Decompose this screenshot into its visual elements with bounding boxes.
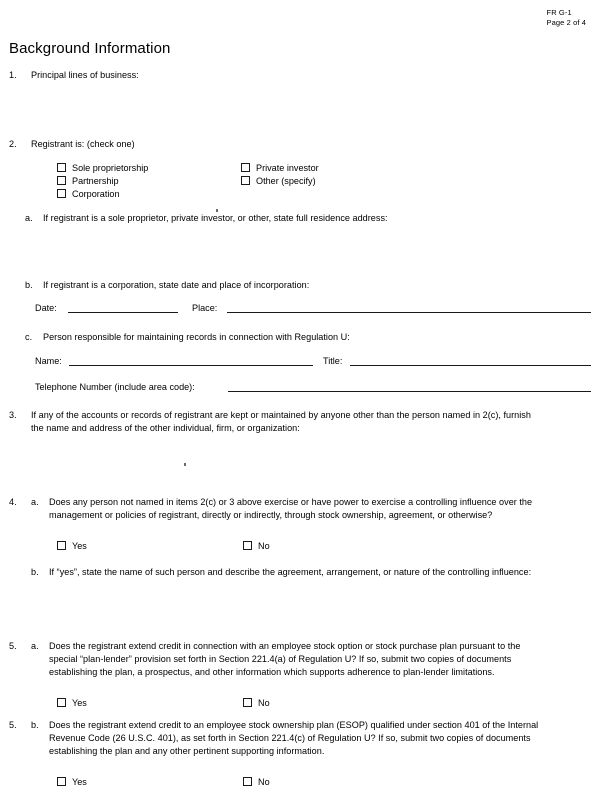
checkbox-label: No xyxy=(258,777,270,787)
item-2a-text: If registrant is a sole proprietor, private investor, or other, state full residence address: xyxy=(43,213,388,223)
checkbox-label: Sole proprietorship xyxy=(72,163,149,173)
date-label: Date: xyxy=(35,303,57,313)
checkbox-icon[interactable] xyxy=(241,176,250,185)
telephone-label: Telephone Number (include area code): xyxy=(35,382,195,392)
item-2b-text: If registrant is a corporation, state date and place of incorporation: xyxy=(43,280,310,290)
form-id: FR G-1 xyxy=(546,8,572,17)
item-2a-letter: a. xyxy=(25,213,33,223)
checkbox-icon[interactable] xyxy=(57,189,66,198)
checkbox-icon[interactable] xyxy=(57,541,66,550)
checkbox-label: Yes xyxy=(72,777,87,787)
item-4a-line-2: management or policies of registrant, directly or indirectly, through stock ownership, agreement, or otherwise? xyxy=(49,510,493,521)
form-item-2b xyxy=(25,279,570,292)
form-item-5b xyxy=(9,719,597,759)
checkbox-item5a-no[interactable] xyxy=(243,697,270,711)
checkbox-item4a-yes[interactable] xyxy=(57,540,87,554)
item-5b-line-1: Does the registrant extend credit to an employee stock ownership plan (ESOP) qualified under section 401 of the Internal xyxy=(49,720,539,730)
item-4b-letter: b. xyxy=(31,567,39,577)
checkbox-icon[interactable] xyxy=(241,163,250,172)
checkbox-icon[interactable] xyxy=(57,163,66,172)
item-5a-line-2: special “plan-lender” provision set forth in Section 221.4(a) of Regulation U? If so, submit two copies of documents xyxy=(49,654,512,665)
page-title: Background Information xyxy=(9,40,171,57)
checkbox-label: Yes xyxy=(72,541,87,551)
item-3-number: 3. xyxy=(9,410,17,420)
form-item-2a xyxy=(25,212,570,225)
form-item-2c xyxy=(25,331,570,344)
title-label: Title: xyxy=(323,356,343,366)
checkbox-icon[interactable] xyxy=(57,698,66,707)
form-item-4a xyxy=(9,496,594,522)
checkbox-item5b-yes[interactable] xyxy=(57,776,87,790)
item-4b-text: If “yes”, state the name of such person and describe the agreement, arrangement, or nature of the controlling influence: xyxy=(49,567,532,577)
checkbox-icon[interactable] xyxy=(243,541,252,550)
item-1-number: 1. xyxy=(9,70,17,80)
item-5a-letter: a. xyxy=(31,641,39,651)
checkbox-sole-proprietorship[interactable] xyxy=(57,162,148,176)
document-header xyxy=(547,8,586,28)
item-5a-line-1: Does the registrant extend credit in connection with an employee stock option or stock purchase plan pursuant to the xyxy=(49,641,521,651)
checkbox-label: Corporation xyxy=(72,189,120,199)
place-label: Place: xyxy=(192,303,218,313)
item-3-line-1: If any of the accounts or records of registrant are kept or maintained by anyone other than the person named in 2(c), furnish xyxy=(31,410,531,420)
item-2c-text: Person responsible for maintaining records in connection with Regulation U: xyxy=(43,332,350,342)
checkbox-label: Yes xyxy=(72,698,87,708)
item-5b-number: 5. xyxy=(9,720,17,730)
item-2-number: 2. xyxy=(9,139,17,149)
item-4-number: 4. xyxy=(9,497,17,507)
checkbox-label: No xyxy=(258,698,270,708)
item-3-line-2: the name and address of the other individual, firm, or organization: xyxy=(31,423,300,434)
form-item-3 xyxy=(9,409,594,435)
checkbox-icon[interactable] xyxy=(243,777,252,786)
form-item-1 xyxy=(9,69,569,82)
checkbox-item4a-no[interactable] xyxy=(243,540,270,554)
item-2-text: Registrant is: (check one) xyxy=(31,139,135,149)
item-5b-letter: b. xyxy=(31,720,39,730)
title-input-rule[interactable] xyxy=(350,365,591,366)
name-input-rule[interactable] xyxy=(69,365,313,366)
checkbox-icon[interactable] xyxy=(57,777,66,786)
date-input-rule[interactable] xyxy=(68,312,178,313)
checkbox-icon[interactable] xyxy=(57,176,66,185)
checkbox-corporation[interactable] xyxy=(57,188,120,202)
item-1-text: Principal lines of business: xyxy=(31,70,139,80)
item-2c-letter: c. xyxy=(25,332,33,342)
checkbox-label: No xyxy=(258,541,270,551)
checkbox-label: Partnership xyxy=(72,176,119,186)
scan-artifact xyxy=(184,463,186,466)
checkbox-other-specify[interactable] xyxy=(241,175,316,189)
checkbox-item5a-yes[interactable] xyxy=(57,697,87,711)
form-item-5a xyxy=(9,640,597,680)
telephone-input-rule[interactable] xyxy=(228,391,591,392)
form-item-2 xyxy=(9,138,569,151)
checkbox-partnership[interactable] xyxy=(57,175,119,189)
checkbox-private-investor[interactable] xyxy=(241,162,319,176)
item-5a-line-3: establishing the plan, a prospectus, and other information which supports adherence to plan-lender limitations. xyxy=(49,667,495,678)
page-number: Page 2 of 4 xyxy=(546,18,586,27)
checkbox-item5b-no[interactable] xyxy=(243,776,270,790)
form-item-4b xyxy=(31,566,596,579)
checkbox-label: Private investor xyxy=(256,163,319,173)
item-5a-number: 5. xyxy=(9,641,17,651)
item-5b-line-3: establishing the plan and any other pertinent supporting information. xyxy=(49,746,325,757)
checkbox-label: Other (specify) xyxy=(256,176,316,186)
item-5b-line-2: Revenue Code (26 U.S.C. 401), as set forth in Section 221.4(c) of Regulation U? If so, submit two copies of documents xyxy=(49,733,531,744)
item-4a-line-1: Does any person not named in items 2(c) or 3 above exercise or have power to exercise a controlling influence over the xyxy=(49,497,533,507)
name-label: Name: xyxy=(35,356,62,366)
item-4a-letter: a. xyxy=(31,497,39,507)
place-input-rule[interactable] xyxy=(227,312,591,313)
checkbox-icon[interactable] xyxy=(243,698,252,707)
item-2b-letter: b. xyxy=(25,280,33,290)
